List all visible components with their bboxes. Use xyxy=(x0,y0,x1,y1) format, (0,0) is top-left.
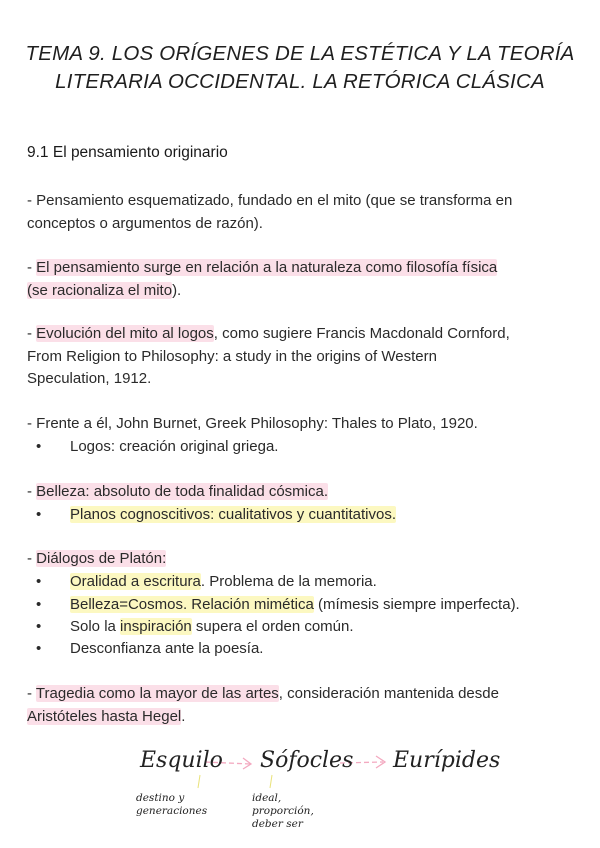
bullet-text: supera el orden común. xyxy=(191,618,354,635)
highlight-pink: El pensamiento surge en relación a la naturaleza como filosofía física xyxy=(36,259,498,276)
handwritten-note-ideal: ideal, proporción, deber ser xyxy=(252,792,314,830)
dash: - xyxy=(27,259,37,276)
handwritten-euripides: Eurípides xyxy=(393,748,501,773)
paragraph-burnet xyxy=(27,413,587,436)
paragraph-myth-thought xyxy=(27,190,587,235)
text-line: - Pensamiento esquematizado, fundado en el mito (que se transforma en xyxy=(27,192,513,209)
page-title xyxy=(0,40,600,96)
bullet-text: Logos: creación original griega. xyxy=(70,438,279,455)
dash: - xyxy=(27,483,37,500)
text: ). xyxy=(172,281,182,299)
text-line: From Religion to Philosophy: a study in the origins of Western xyxy=(27,347,437,365)
highlight-pink: Aristóteles hasta Hegel xyxy=(27,707,182,725)
bullet-item xyxy=(36,436,278,459)
section-heading: 9.1 El pensamiento originario xyxy=(27,144,228,161)
bullet-text: (mímesis siempre imperfecta). xyxy=(313,596,520,613)
highlight-yellow: inspiración xyxy=(120,618,192,635)
text-line: conceptos o argumentos de razón). xyxy=(27,214,263,232)
text-line: - Frente a él, John Burnet, Greek Philosophy: Thales to Plato, 1920. xyxy=(27,415,478,432)
highlight-pink: (se racionaliza el mito xyxy=(27,281,173,299)
dash: - xyxy=(27,325,37,342)
bullet-text: Solo la xyxy=(70,618,121,635)
highlight-yellow: Planos cognoscitivos: cualitativos y cuantitativos. xyxy=(70,506,396,523)
highlight-pink: Belleza: absoluto de toda finalidad cósmica. xyxy=(36,483,329,500)
text: , consideración mantenida desde xyxy=(278,685,499,702)
highlight-yellow: Belleza=Cosmos. Relación mimética xyxy=(70,596,314,613)
dash: - xyxy=(27,550,37,567)
highlight-pink: Diálogos de Platón: xyxy=(36,550,167,567)
bullet-dot: • xyxy=(36,596,42,613)
bullet-item xyxy=(36,504,396,527)
paragraph-nature-philosophy xyxy=(27,257,587,302)
text: , como sugiere Francis Macdonald Cornford, xyxy=(213,325,510,342)
paragraph-plato-dialogues xyxy=(27,548,587,571)
bullet-dot: • xyxy=(36,506,42,523)
paragraph-myth-to-logos xyxy=(27,323,587,391)
highlight-pink: Evolución del mito al logos xyxy=(36,325,214,342)
bullet-dot: • xyxy=(36,573,42,590)
text: . xyxy=(181,707,186,725)
handwritten-note-destino: destino y generaciones xyxy=(136,792,208,817)
title-line-2: LITERARIA OCCIDENTAL. LA RETÓRICA CLÁSICA xyxy=(55,70,545,93)
bullet-dot: • xyxy=(36,640,42,657)
bullet-dot: • xyxy=(36,438,42,455)
connector-1 xyxy=(198,775,200,788)
bullet-text: Desconfianza ante la poesía. xyxy=(70,640,264,657)
bullet-item xyxy=(36,571,377,594)
dash: - xyxy=(27,685,36,702)
paragraph-beauty xyxy=(27,481,587,504)
connector-2 xyxy=(270,775,272,788)
highlight-pink: Tragedia como la mayor de las artes xyxy=(35,685,279,702)
bullet-item xyxy=(36,594,520,617)
bullet-dot: • xyxy=(36,618,42,635)
text-line: Speculation, 1912. xyxy=(27,370,152,387)
bullet-item xyxy=(36,616,354,639)
paragraph-tragedy xyxy=(27,683,587,728)
bullet-item xyxy=(36,638,263,661)
handwritten-sofocles: Sófocles xyxy=(260,748,354,773)
title-line-1: TEMA 9. LOS ORÍGENES DE LA ESTÉTICA Y LA TEORÍA xyxy=(25,42,575,65)
handwritten-esquilo: Esquilo xyxy=(140,748,223,773)
bullet-text: . Problema de la memoria. xyxy=(200,573,377,590)
highlight-yellow: Oralidad a escritura xyxy=(70,573,201,590)
